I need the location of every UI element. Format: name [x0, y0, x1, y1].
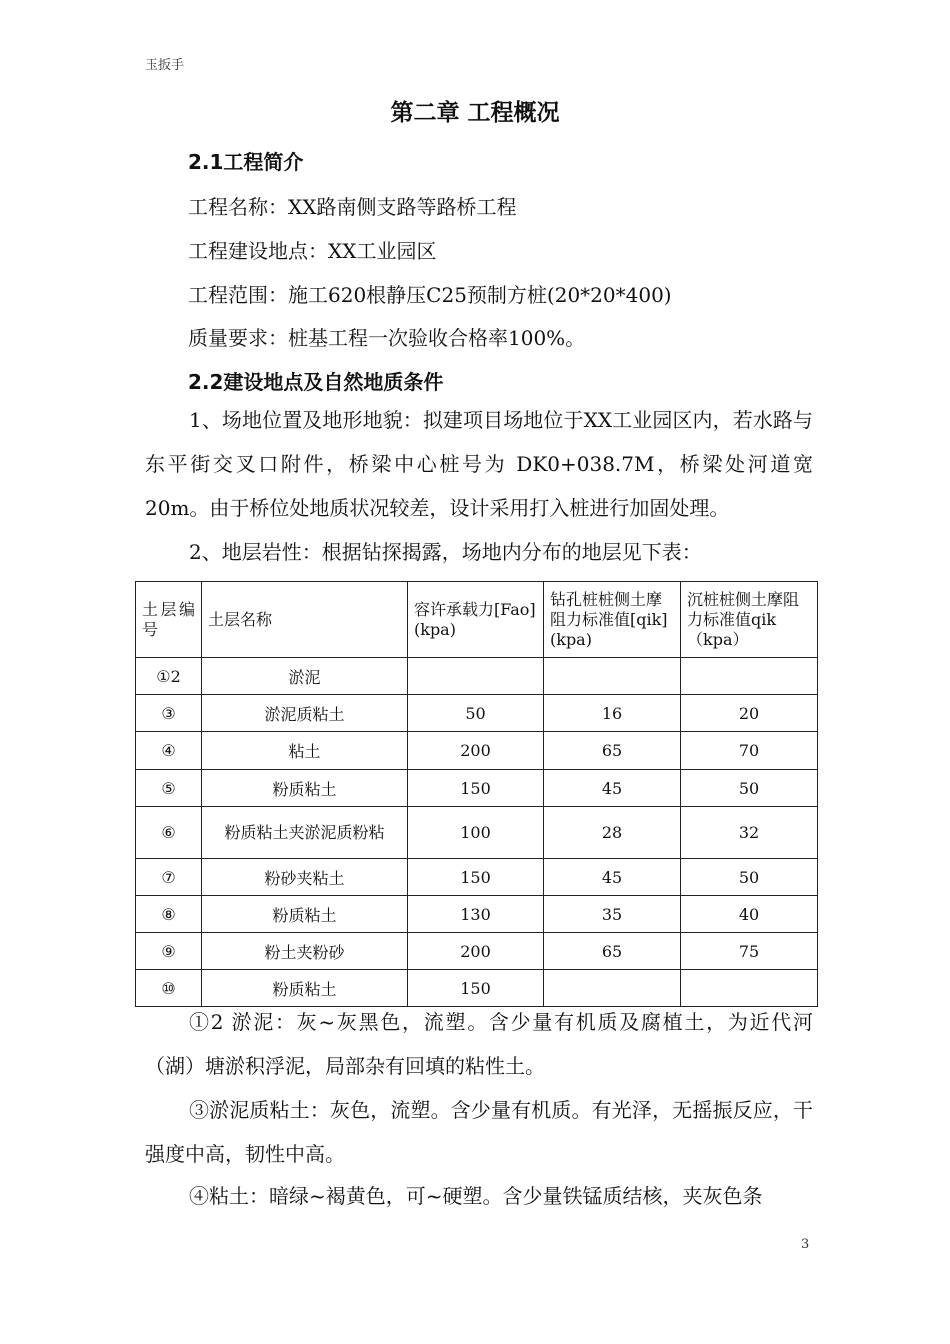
cell-bearing-capacity: 200: [408, 933, 544, 970]
cell-driven-friction: 50: [681, 770, 818, 807]
cell-driven-friction: 70: [681, 732, 818, 770]
header-layer-number: 土层编号: [136, 582, 202, 658]
cell-driven-friction: 20: [681, 695, 818, 732]
table-header-row: [136, 582, 818, 658]
project-scope-line: 工程范围：施工620根静压C25预制方桩(20*20*400): [188, 283, 672, 307]
cell-layer-name: 粉质粘土: [202, 970, 408, 1007]
table-row: [136, 859, 818, 896]
silt-description-paragraph: ①2 淤泥：灰~灰黑色，流塑。含少量有机质及腐植土，为近代河（湖）塘淤积浮泥，局部杂有回填的粘性土。: [145, 1010, 813, 1078]
cell-layer-number: ④: [136, 732, 202, 770]
chapter-title: 第二章 工程概况: [390, 100, 560, 126]
cell-bearing-capacity: [408, 658, 544, 695]
cell-layer-number: ⑨: [136, 933, 202, 970]
cell-bored-friction: 16: [544, 695, 681, 732]
cell-bearing-capacity: 50: [408, 695, 544, 732]
header-layer-name: 土层名称: [202, 582, 408, 658]
cell-bored-friction: 35: [544, 896, 681, 933]
cell-bearing-capacity: 150: [408, 859, 544, 896]
cell-layer-name: 淤泥质粘土: [202, 695, 408, 732]
table-row: [136, 658, 818, 695]
clay-description-paragraph: ④粘土：暗绿~褐黄色，可~硬塑。含少量铁锰质结核，夹灰色条: [189, 1184, 763, 1208]
quality-requirement-line: 质量要求：桩基工程一次验收合格率100%。: [188, 326, 586, 350]
header-bored-pile-friction: 钻孔桩桩侧土摩阻力标准值[qik](kpa): [544, 582, 681, 658]
cell-layer-name: 粉砂夹粘土: [202, 859, 408, 896]
table-row: [136, 732, 818, 770]
cell-layer-name: 粉土夹粉砂: [202, 933, 408, 970]
soil-strata-table: [135, 581, 818, 1007]
header-driven-pile-friction: 沉桩桩侧土摩阻力标准值qik（kpa）: [681, 582, 818, 658]
cell-layer-name: 粘土: [202, 732, 408, 770]
strata-intro-paragraph: 2、地层岩性：根据钻探揭露，场地内分布的地层见下表：: [189, 540, 702, 564]
table-row: [136, 896, 818, 933]
cell-layer-number: ⑤: [136, 770, 202, 807]
section-heading-geology: 2.2建设地点及自然地质条件: [188, 370, 444, 394]
cell-bearing-capacity: 200: [408, 732, 544, 770]
silty-clay-description-paragraph: ③淤泥质粘土：灰色，流塑。含少量有机质。有光泽，无摇振反应，干强度中高，韧性中高。: [145, 1098, 813, 1166]
table-row: [136, 807, 818, 859]
cell-bored-friction: 65: [544, 933, 681, 970]
cell-driven-friction: [681, 658, 818, 695]
cell-layer-number: ⑦: [136, 859, 202, 896]
cell-layer-number: ①2: [136, 658, 202, 695]
cell-layer-number: ⑩: [136, 970, 202, 1007]
project-name-line: 工程名称：XX路南侧支路等路桥工程: [188, 195, 517, 219]
cell-driven-friction: 32: [681, 807, 818, 859]
cell-layer-name: 粉质粘土: [202, 770, 408, 807]
cell-driven-friction: 75: [681, 933, 818, 970]
cell-driven-friction: 50: [681, 859, 818, 896]
page-number: 3: [801, 1237, 810, 1252]
cell-driven-friction: 40: [681, 896, 818, 933]
cell-bearing-capacity: 150: [408, 970, 544, 1007]
cell-layer-number: ⑥: [136, 807, 202, 859]
cell-layer-number: ⑧: [136, 896, 202, 933]
cell-bearing-capacity: 150: [408, 770, 544, 807]
table-row: [136, 770, 818, 807]
cell-bored-friction: [544, 658, 681, 695]
cell-bored-friction: 65: [544, 732, 681, 770]
section-heading-overview: 2.1工程简介: [188, 150, 304, 174]
table-row: [136, 695, 818, 732]
header-bearing-capacity: 容许承载力[Fao](kpa): [408, 582, 544, 658]
cell-layer-name: 粉质粘土: [202, 896, 408, 933]
table-row: [136, 933, 818, 970]
cell-bored-friction: 45: [544, 770, 681, 807]
site-location-paragraph: 1、场地位置及地形地貌：拟建项目场地位于XX工业园区内，若水路与东平街交叉口附件，桥梁中心桩号为 DK0+038.7M，桥梁处河道宽20m。由于桥位处地质状况较差，设计采用打入桩进行加固处理。: [145, 408, 813, 520]
running-header: 玉扳手: [145, 58, 185, 73]
cell-bearing-capacity: 130: [408, 896, 544, 933]
cell-bored-friction: 28: [544, 807, 681, 859]
cell-layer-name: 粉质粘土夹淤泥质粉粘: [202, 807, 408, 859]
cell-layer-number: ③: [136, 695, 202, 732]
cell-layer-name: 淤泥: [202, 658, 408, 695]
project-location-line: 工程建设地点：XX工业园区: [188, 239, 437, 263]
cell-bored-friction: 45: [544, 859, 681, 896]
cell-bearing-capacity: 100: [408, 807, 544, 859]
